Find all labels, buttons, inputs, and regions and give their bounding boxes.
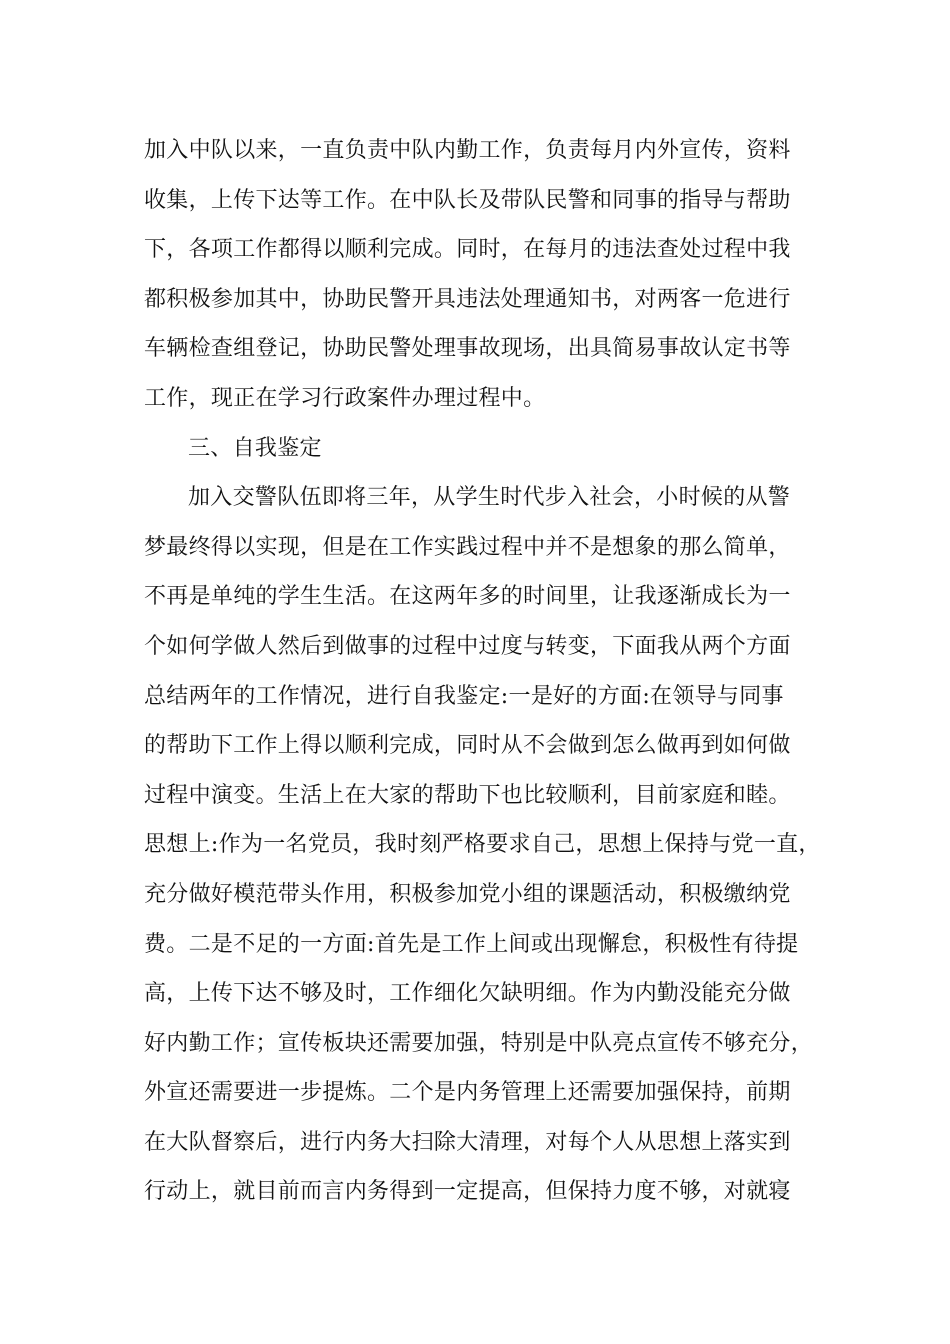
text-line: 加入中队以来，一直负责中队内勤工作，负责每月内外宣传，资料 [144, 138, 791, 163]
text-line: 充分做好模范带头作用，积极参加党小组的课题活动，积极缴纳党 [144, 881, 791, 907]
text-line: 行动上，就目前而言内务得到一定提高，但保持力度不够，对就寝 [144, 1179, 791, 1205]
text-line: 车辆检查组登记，协助民警处理事故现场，出具简易事故认定书等 [144, 336, 791, 362]
text-line: 过程中演变。生活上在大家的帮助下也比较顺利，目前家庭和睦。 [144, 782, 791, 808]
text-line: 在大队督察后，进行内务大扫除大清理，对每个人从思想上落实到 [144, 1129, 791, 1155]
text-line: 高，上传下达不够及时，工作细化欠缺明细。作为内勤没能充分做 [144, 981, 791, 1007]
paragraph-self-assessment [144, 473, 821, 1217]
text-line: 工作，现正在学习行政案件办理过程中。 [144, 385, 546, 411]
section-heading: 三、自我鉴定 [188, 435, 322, 461]
text-line: 思想上:作为一名党员，我时刻严格要求自己，思想上保持与党一直， [144, 832, 821, 858]
document-body [144, 126, 821, 1217]
text-line: 的帮助下工作上得以顺利完成，同时从不会做到怎么做再到如何做 [144, 733, 791, 759]
text-line: 加入交警队伍即将三年，从学生时代步入社会，小时候的从警 [188, 485, 791, 511]
text-line: 收集，上传下达等工作。在中队长及带队民警和同事的指导与帮助 [144, 187, 791, 213]
text-line: 不再是单纯的学生生活。在这两年多的时间里，让我逐渐成长为一 [144, 584, 791, 610]
text-line: 外宣还需要进一步提炼。二个是内务管理上还需要加强保持，前期 [144, 1080, 791, 1106]
text-line: 个如何学做人然后到做事的过程中过度与转变，下面我从两个方面 [144, 633, 791, 659]
text-line: 都积极参加其中，协助民警开具违法处理通知书，对两客一危进行 [144, 286, 791, 312]
text-line: 好内勤工作；宣传板块还需要加强，特别是中队亮点宣传不够充分， [144, 1030, 814, 1056]
paragraph-duties [144, 126, 814, 424]
text-line: 费。二是不足的一方面:首先是工作上间或出现懈怠，积极性有待提 [144, 931, 799, 957]
text-line: 梦最终得以实现，但是在工作实践过程中并不是想象的那么简单， [144, 534, 791, 560]
text-line: 总结两年的工作情况，进行自我鉴定:一是好的方面:在领导与同事 [144, 683, 784, 709]
text-line: 下，各项工作都得以顺利完成。同时，在每月的违法查处过程中我 [144, 237, 791, 263]
